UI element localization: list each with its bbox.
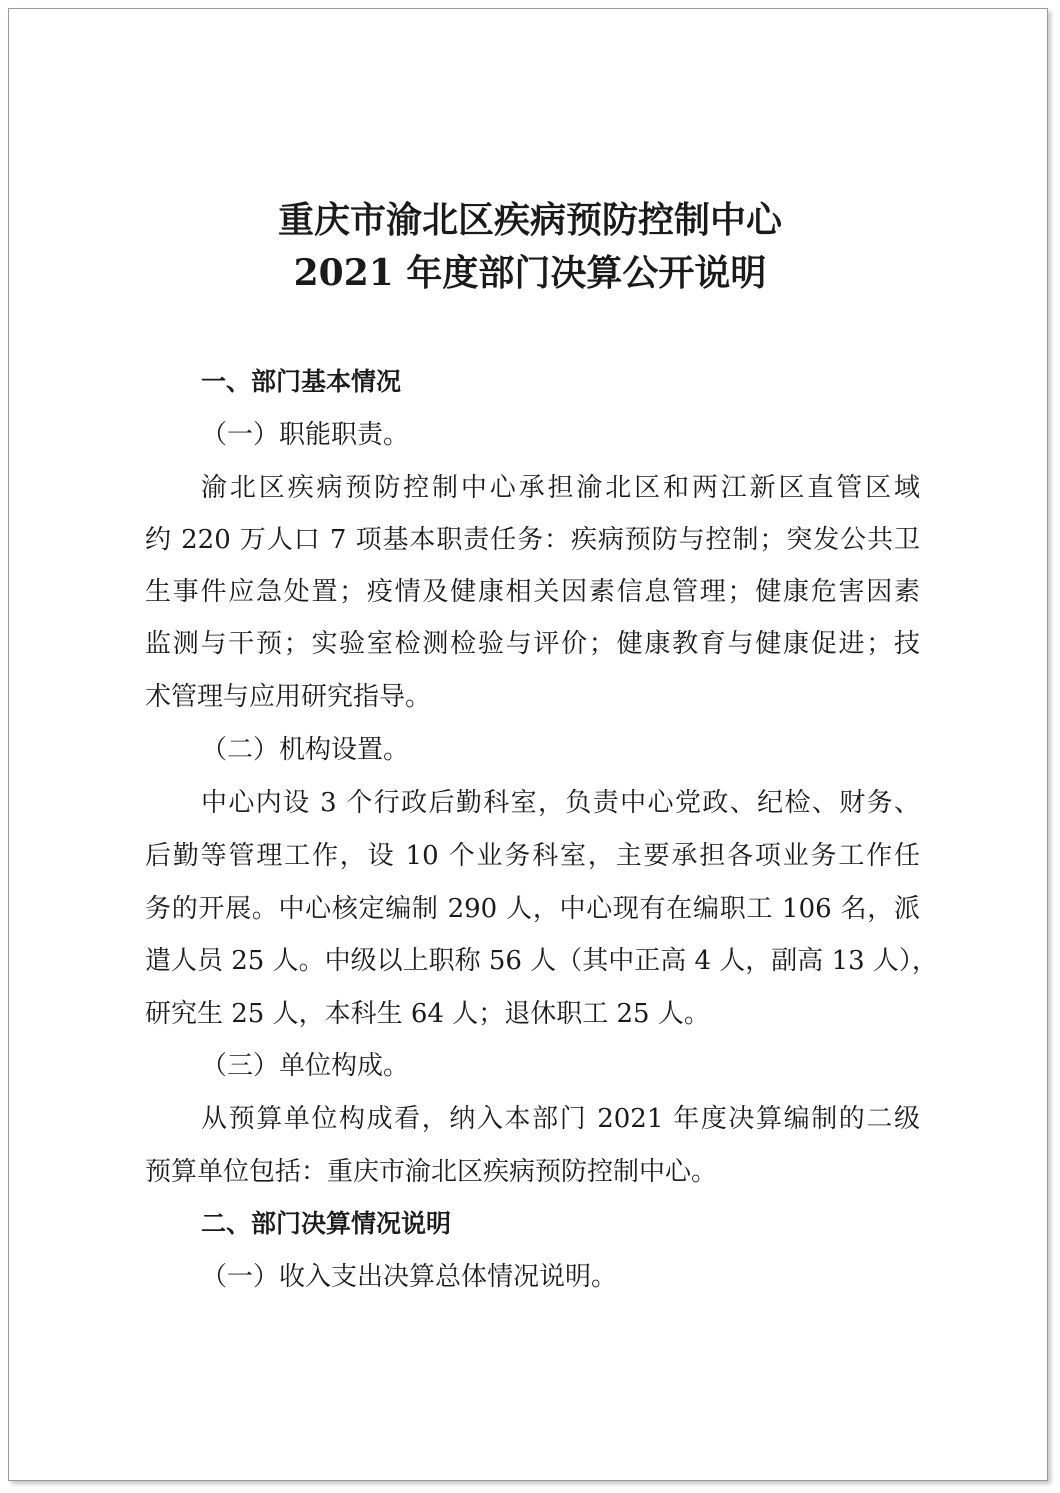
paragraph-line: 务的开展。中心核定编制 290 人，中心现有在编职工 106 名，派 [145,894,920,924]
paragraph-line: 预算单位包括：重庆市渝北区疾病预防控制中心。 [145,1157,718,1187]
section-heading-final-accounts: 二、部门决算情况说明 [201,1209,452,1238]
paragraph-line: 研究生 25 人，本科生 64 人；退休职工 25 人。 [145,999,710,1029]
subsection-heading-income-expenditure: （一）收入支出决算总体情况说明。 [201,1262,618,1292]
paragraph-line: 中心内设 3 个行政后勤科室，负责中心党政、纪检、财务、 [201,788,920,818]
paragraph-line: 遣人员 25 人。中级以上职称 56 人（其中正高 4 人，副高 13 人）， [145,946,938,976]
section-heading-basic-info: 一、部门基本情况 [201,367,402,396]
document-title-line-2: 2021 年度部门决算公开说明 [293,252,767,294]
subsection-heading-units: （三）单位构成。 [201,1051,410,1081]
paragraph-line: 监测与干预；实验室检测检验与评价；健康教育与健康促进；技 [145,629,920,659]
subsection-heading-organization: （二）机构设置。 [201,735,410,765]
paragraph-line: 从预算单位构成看，纳入本部门 2021 年度决算编制的二级 [201,1104,920,1134]
paragraph-line: 后勤等管理工作，设 10 个业务科室，主要承担各项业务工作任 [145,841,920,871]
paragraph-line: 渝北区疾病预防控制中心承担渝北区和两江新区直管区域 [201,473,920,503]
paragraph-line: 术管理与应用研究指导。 [145,682,432,712]
paragraph-line: 约 220 万人口 7 项基本职责任务：疾病预防与控制；突发公共卫 [145,525,920,555]
document-title-line-1: 重庆市渝北区疾病预防控制中心 [277,199,782,241]
paragraph-line: 生事件应急处置；疫情及健康相关因素信息管理；健康危害因素 [145,577,920,607]
subsection-heading-duties: （一）职能职责。 [201,420,410,450]
